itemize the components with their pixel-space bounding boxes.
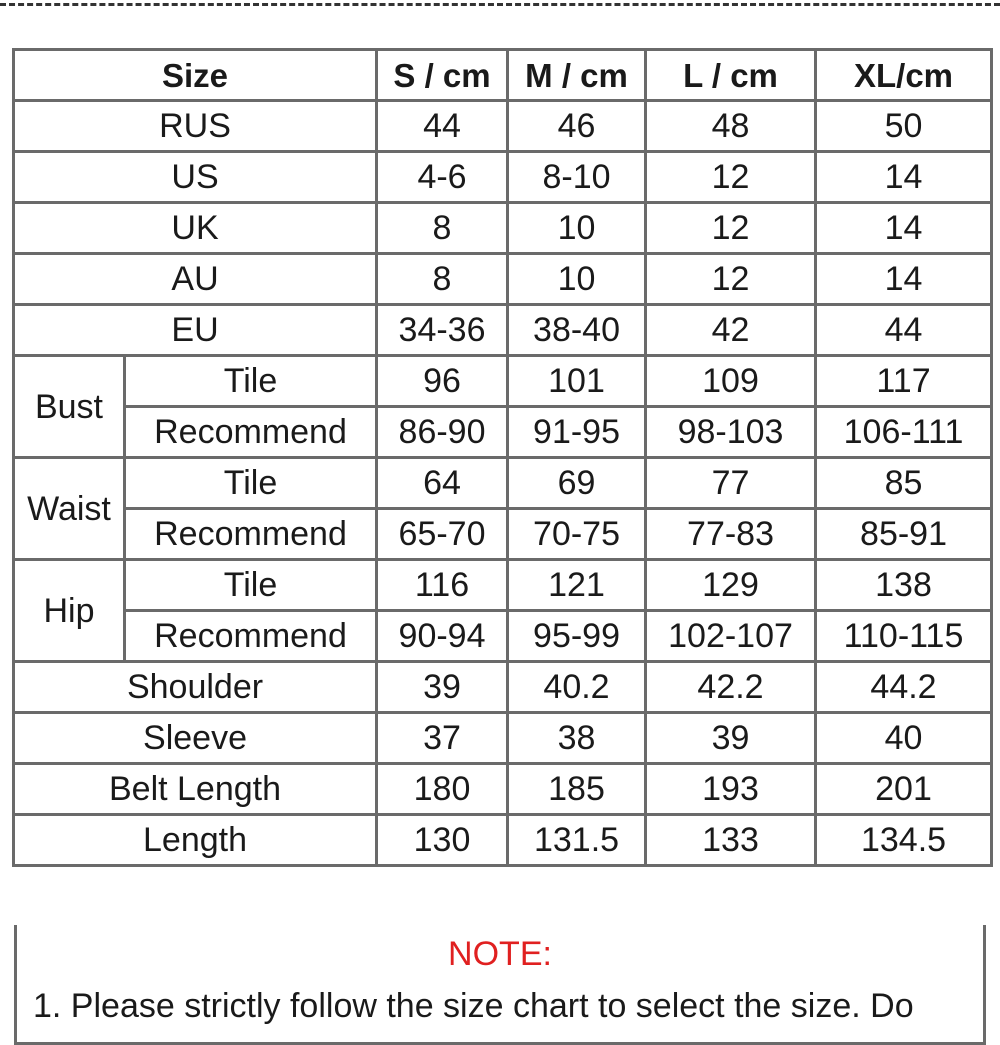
value-cell: 42.2 [646,662,816,713]
header-size-column: XL/cm [816,50,992,101]
value-cell: 46 [508,101,646,152]
value-cell: 116 [377,560,508,611]
value-cell: 8 [377,254,508,305]
table-row [14,254,992,305]
value-cell: 77 [646,458,816,509]
value-cell: 106-111 [816,407,992,458]
value-cell: 133 [646,815,816,866]
table-row [14,101,992,152]
value-cell: 42 [646,305,816,356]
value-cell: 69 [508,458,646,509]
value-cell: 37 [377,713,508,764]
value-cell: 110-115 [816,611,992,662]
value-cell: 121 [508,560,646,611]
value-cell: 40.2 [508,662,646,713]
table-row [14,203,992,254]
table-row [14,407,992,458]
measurement-label: Sleeve [14,713,377,764]
value-cell: 12 [646,152,816,203]
value-cell: 201 [816,764,992,815]
value-cell: 39 [377,662,508,713]
note-title: NOTE: [448,935,552,973]
value-cell: 134.5 [816,815,992,866]
value-cell: 44 [816,305,992,356]
conversion-label: EU [14,305,377,356]
value-cell: 90-94 [377,611,508,662]
value-cell: 44.2 [816,662,992,713]
value-cell: 77-83 [646,509,816,560]
value-cell: 98-103 [646,407,816,458]
value-cell: 38 [508,713,646,764]
conversion-label: AU [14,254,377,305]
value-cell: 14 [816,203,992,254]
value-cell: 117 [816,356,992,407]
measurement-sub-label: Recommend [125,611,377,662]
measurement-label: Belt Length [14,764,377,815]
measurement-group-label: Hip [14,560,125,662]
measurement-sub-label: Tile [125,356,377,407]
measurement-sub-label: Tile [125,458,377,509]
header-size-column: M / cm [508,50,646,101]
conversion-label: UK [14,203,377,254]
value-cell: 91-95 [508,407,646,458]
value-cell: 12 [646,254,816,305]
value-cell: 193 [646,764,816,815]
measurement-sub-label: Tile [125,560,377,611]
table-row [14,458,992,509]
measurement-sub-label: Recommend [125,407,377,458]
table-row [14,815,992,866]
header-size-column: S / cm [377,50,508,101]
value-cell: 109 [646,356,816,407]
table-row [14,50,992,101]
conversion-label: US [14,152,377,203]
table-row [14,305,992,356]
value-cell: 12 [646,203,816,254]
value-cell: 86-90 [377,407,508,458]
value-cell: 65-70 [377,509,508,560]
measurement-label: Shoulder [14,662,377,713]
value-cell: 96 [377,356,508,407]
value-cell: 85-91 [816,509,992,560]
value-cell: 39 [646,713,816,764]
value-cell: 38-40 [508,305,646,356]
table-row [14,662,992,713]
value-cell: 4-6 [377,152,508,203]
header-size: Size [14,50,377,101]
table-row [14,356,992,407]
note-text: 1. Please strictly follow the size chart to select the size. Do [33,987,914,1025]
value-cell: 8-10 [508,152,646,203]
value-cell: 40 [816,713,992,764]
value-cell: 8 [377,203,508,254]
measurement-label: Length [14,815,377,866]
header-size-column: L / cm [646,50,816,101]
value-cell: 14 [816,254,992,305]
measurement-group-label: Bust [14,356,125,458]
value-cell: 130 [377,815,508,866]
measurement-sub-label: Recommend [125,509,377,560]
table-row [14,611,992,662]
value-cell: 129 [646,560,816,611]
value-cell: 95-99 [508,611,646,662]
table-row [14,764,992,815]
table-row [14,509,992,560]
measurement-group-label: Waist [14,458,125,560]
dashed-divider [0,3,1000,6]
value-cell: 185 [508,764,646,815]
value-cell: 101 [508,356,646,407]
value-cell: 34-36 [377,305,508,356]
table-row [14,713,992,764]
value-cell: 14 [816,152,992,203]
value-cell: 180 [377,764,508,815]
value-cell: 85 [816,458,992,509]
value-cell: 64 [377,458,508,509]
note-box [14,925,986,1045]
value-cell: 102-107 [646,611,816,662]
value-cell: 48 [646,101,816,152]
value-cell: 70-75 [508,509,646,560]
value-cell: 131.5 [508,815,646,866]
conversion-label: RUS [14,101,377,152]
value-cell: 50 [816,101,992,152]
size-chart-table [12,48,993,867]
table-row [14,560,992,611]
value-cell: 10 [508,254,646,305]
value-cell: 44 [377,101,508,152]
value-cell: 138 [816,560,992,611]
table-row [14,152,992,203]
value-cell: 10 [508,203,646,254]
